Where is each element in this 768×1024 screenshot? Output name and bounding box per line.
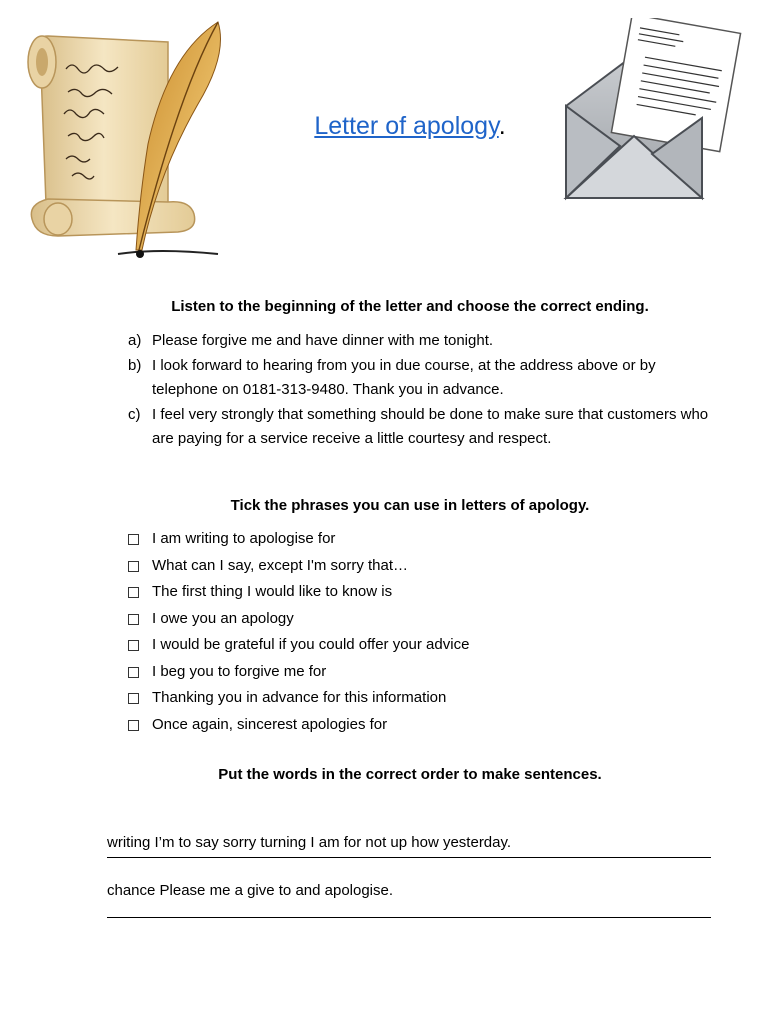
- phrase-text: Thanking you in advance for this information: [152, 689, 447, 706]
- list-item[interactable]: [128, 329, 712, 354]
- list-item[interactable]: [128, 403, 712, 452]
- list-item: [128, 527, 712, 554]
- list-item[interactable]: [128, 354, 712, 403]
- answer-line-1[interactable]: [107, 857, 711, 858]
- phrase-text: I am writing to apologise for: [152, 530, 336, 547]
- phrases-checklist: [128, 527, 712, 739]
- checkbox[interactable]: [128, 720, 139, 731]
- envelope-letter-icon: [560, 18, 745, 203]
- list-item: [128, 686, 712, 713]
- section3-heading: Put the words in the correct order to make sentences.: [218, 766, 602, 783]
- list-item: [128, 660, 712, 687]
- section1-heading: Listen to the beginning of the letter and choose the correct ending.: [171, 298, 649, 315]
- checkbox[interactable]: [128, 534, 139, 545]
- list-item: [128, 713, 712, 740]
- scrambled-sentence-1: writing I’m to say sorry turning I am for not up how yesterday.: [107, 834, 512, 851]
- checkbox[interactable]: [128, 614, 139, 625]
- checkbox[interactable]: [128, 693, 139, 704]
- list-item: [128, 607, 712, 634]
- option-text: I feel very strongly that something should be done to make sure that customers who are paying for a service receive a little courtesy and respect.: [152, 405, 709, 447]
- list-item: [128, 580, 712, 607]
- option-marker: b): [128, 356, 142, 374]
- phrase-text: I owe you an apology: [152, 609, 294, 627]
- phrase-text: I would be grateful if you could offer your advice: [152, 636, 470, 653]
- title-link[interactable]: Letter of apology: [314, 112, 499, 140]
- phrase-text: I beg you to forgive me for: [152, 662, 327, 680]
- title-punctuation: .: [498, 112, 506, 140]
- option-text: Please forgive me and have dinner with me tonight.: [152, 332, 494, 349]
- checkbox[interactable]: [128, 667, 139, 678]
- phrase-text: Once again, sincerest apologies for: [152, 715, 388, 733]
- ending-options-list: [128, 329, 712, 452]
- section2-heading: Tick the phrases you can use in letters of apology.: [230, 497, 590, 514]
- phrase-text: The first thing I would like to know is: [152, 583, 393, 600]
- scrambled-sentence-2: chance Please me a give to and apologise.: [107, 882, 394, 899]
- checkbox[interactable]: [128, 640, 139, 651]
- phrase-text: What can I say, except I'm sorry that…: [152, 556, 409, 574]
- option-marker: a): [128, 332, 142, 349]
- list-item: [128, 633, 712, 660]
- option-marker: c): [128, 405, 141, 423]
- checkbox[interactable]: [128, 587, 139, 598]
- answer-line-2[interactable]: [107, 917, 711, 918]
- option-text: I look forward to hearing from you in due course, at the address above or by telephone on 0181-313-9480. Thank you in advance.: [152, 356, 656, 398]
- checkbox[interactable]: [128, 561, 139, 572]
- list-item: [128, 554, 712, 581]
